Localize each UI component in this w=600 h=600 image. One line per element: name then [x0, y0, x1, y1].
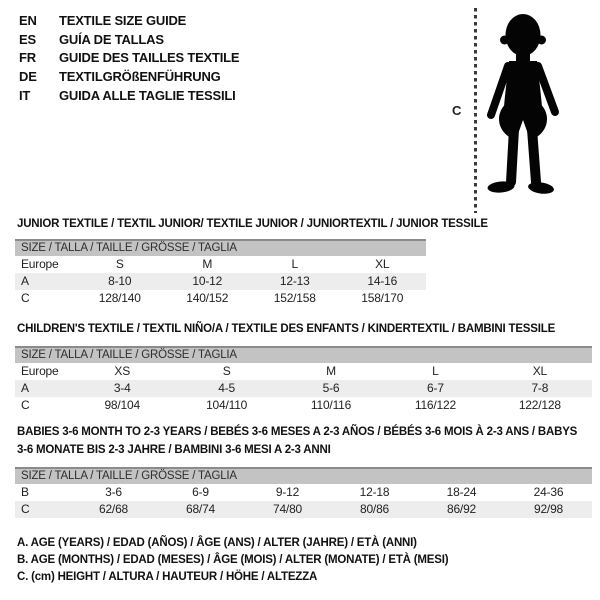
size-header-bar: SIZE / TALLA / TAILLE / GRÖSSE / TAGLIA — [15, 239, 426, 256]
language-code: ES — [19, 31, 36, 47]
row-label: C — [21, 291, 30, 305]
size-cell: L — [291, 257, 298, 271]
row-label: Europe — [21, 257, 59, 271]
language-title: GUIDE DES TAILLES TEXTILE — [59, 50, 240, 66]
size-cell: 24-36 — [533, 485, 564, 499]
junior-section-header — [17, 216, 577, 234]
baby-silhouette-icon — [482, 9, 566, 207]
height-measure-label: C — [452, 103, 462, 118]
table-row-age — [15, 273, 426, 290]
size-cell: 110/116 — [310, 398, 352, 412]
size-cell: 8-10 — [108, 274, 132, 288]
size-cell: 68/74 — [185, 502, 216, 516]
size-cell: 122/128 — [518, 398, 561, 412]
table-row-height — [15, 501, 592, 518]
table-row-europe — [15, 363, 592, 380]
size-cell: XL — [375, 257, 390, 271]
size-cell: 152/158 — [273, 291, 316, 305]
height-dotted-line — [474, 8, 477, 213]
language-title: TEXTILGRÖßENFÜHRUNG — [59, 69, 221, 85]
size-cell: M — [202, 257, 213, 271]
size-cell: 12-13 — [279, 274, 310, 288]
language-code: DE — [19, 69, 37, 85]
size-cell: 140/152 — [186, 291, 229, 305]
table-row-age — [15, 380, 592, 397]
size-cell: 6-9 — [192, 485, 209, 499]
size-header-bar: SIZE / TALLA / TAILLE / GRÖSSE / TAGLIA — [15, 467, 592, 484]
size-cell: S — [115, 257, 124, 271]
size-cell: 98/104 — [104, 398, 140, 412]
babies-size-table — [15, 467, 592, 518]
size-cell: L — [432, 364, 439, 378]
size-cell: 10-12 — [192, 274, 223, 288]
size-cell: 6-7 — [427, 381, 444, 395]
size-cell: 74/80 — [272, 502, 303, 516]
size-cell: 86/92 — [446, 502, 477, 516]
babies-table-title: BABIES 3-6 MONTH TO 2-3 YEARS / BEBÉS 3-6 MESES A 2-3 AÑOS / BÉBÉS 3-6 MOIS À 2-3 ANS / BABYS 3-6 MONATE BIS 2-3 JAHRE / BAMBINI 3-6 MESI A 2-3 ANNI — [17, 426, 578, 456]
row-label: C — [21, 398, 30, 412]
size-cell: 3-4 — [113, 381, 131, 395]
language-row-fr — [19, 49, 239, 68]
size-cell: S — [222, 364, 231, 378]
size-header-bar: SIZE / TALLA / TAILLE / GRÖSSE / TAGLIA — [15, 346, 592, 363]
junior-table-title: JUNIOR TEXTILE / TEXTIL JUNIOR/ TEXTILE JUNIOR / JUNIORTEXTIL / JUNIOR TESSILE — [17, 218, 488, 230]
language-code: FR — [19, 50, 36, 66]
size-cell: 92/98 — [533, 502, 564, 516]
legend-line-b: B. AGE (MONTHS) / EDAD (MESES) / ÂGE (MOIS) / ALTER (MONATE) / ETÀ (MESI) — [17, 553, 449, 566]
language-code: IT — [19, 87, 31, 103]
size-cell: 80/86 — [359, 502, 390, 516]
language-row-es — [19, 31, 239, 50]
children-table-title: CHILDREN'S TEXTILE / TEXTIL NIÑO/A / TEXTILE DES ENFANTS / KINDERTEXTIL / BAMBINI TESSILE — [17, 323, 556, 335]
language-title: GUIDA ALLE TAGLIE TESSILI — [59, 87, 236, 103]
size-cell: 5-6 — [322, 381, 340, 395]
babies-section-header — [17, 424, 589, 459]
size-cell: 9-12 — [275, 485, 300, 499]
size-cell: XL — [532, 364, 547, 378]
table-row-height — [15, 290, 426, 307]
size-cell: 14-16 — [367, 274, 398, 288]
table-row-height — [15, 397, 592, 414]
size-cell: XS — [114, 364, 130, 378]
row-label: A — [21, 381, 29, 395]
size-cell: M — [326, 364, 336, 378]
row-label: A — [21, 274, 29, 288]
children-size-table — [15, 346, 592, 414]
language-title-list — [19, 12, 239, 106]
legend-line-c: C. (cm) HEIGHT / ALTURA / HAUTEUR / HÖHE / ALTEZZA — [17, 570, 318, 583]
size-cell: 12-18 — [359, 485, 390, 499]
size-cell: 18-24 — [446, 485, 477, 499]
size-cell: 116/122 — [414, 398, 456, 412]
size-cell: 4-5 — [218, 381, 235, 395]
language-code: EN — [19, 13, 37, 28]
measure-legend — [17, 535, 448, 585]
row-label: B — [21, 485, 29, 499]
language-row-en — [19, 12, 239, 31]
junior-size-table — [15, 239, 426, 307]
row-label: C — [21, 502, 30, 516]
size-cell: 7-8 — [531, 381, 549, 395]
size-cell: 128/140 — [98, 291, 141, 305]
language-title: TEXTILE SIZE GUIDE — [59, 13, 187, 28]
language-title: GUÍA DE TALLAS — [59, 31, 164, 47]
size-cell: 62/68 — [98, 502, 129, 516]
size-cell: 3-6 — [105, 485, 122, 499]
table-row-months — [15, 484, 592, 501]
legend-line-a: A. AGE (YEARS) / EDAD (AÑOS) / ÂGE (ANS) / ALTER (JAHRE) / ETÀ (ANNI) — [17, 537, 417, 549]
size-cell: 158/170 — [361, 291, 404, 305]
table-row-europe — [15, 256, 426, 273]
children-section-header — [17, 321, 592, 339]
language-row-it — [19, 87, 239, 106]
size-cell: 104/110 — [206, 398, 248, 412]
language-row-de — [19, 68, 239, 87]
row-label: Europe — [21, 364, 59, 378]
